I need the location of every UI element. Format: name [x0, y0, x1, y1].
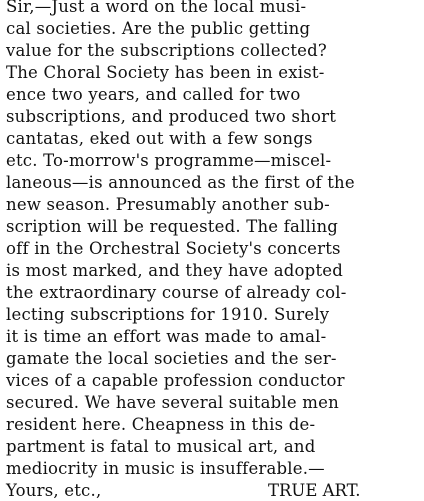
- letter-line: new season. Presumably another sub-: [6, 195, 330, 214]
- letter-line: cal societies. Are the public getting: [6, 19, 311, 38]
- letter-line: secured. We have several suitable men: [6, 393, 339, 412]
- letter-line: cantatas, eked out with a few songs: [6, 129, 313, 148]
- letter-line: laneous—is announced as the first of the: [6, 173, 355, 192]
- letter-closing: Yours, etc.,: [6, 481, 102, 500]
- letter-line: partment is fatal to musical art, and: [6, 437, 316, 456]
- letter-line: vices of a capable profession conductor: [6, 371, 345, 390]
- letter-line: etc. To-morrow's programme—miscel-: [6, 151, 332, 170]
- letter-signature: TRUE ART.: [268, 481, 361, 500]
- letter-line: subscriptions, and produced two short: [6, 107, 337, 126]
- letter-line: scription will be requested. The falling: [6, 217, 339, 236]
- letter-line: the extraordinary course of already col-: [6, 283, 347, 302]
- letter-line: it is time an effort was made to amal-: [6, 327, 327, 346]
- letter-line: The Choral Society has been in exist-: [6, 63, 325, 82]
- letter-line: resident here. Cheapness in this de-: [6, 415, 316, 434]
- letter-line: off in the Orchestral Society's concerts: [6, 239, 341, 258]
- letter-line: lecting subscriptions for 1910. Surely: [6, 305, 330, 324]
- letter-line: value for the subscriptions collected?: [6, 41, 327, 60]
- letter-line: gamate the local societies and the ser-: [6, 349, 337, 368]
- letter-line: Sir,—Just a word on the local musi-: [6, 0, 307, 16]
- letter-line: is most marked, and they have adopted: [6, 261, 344, 280]
- letter-line: mediocrity in music is insufferable.—: [6, 459, 325, 478]
- letter-line: ence two years, and called for two: [6, 85, 301, 104]
